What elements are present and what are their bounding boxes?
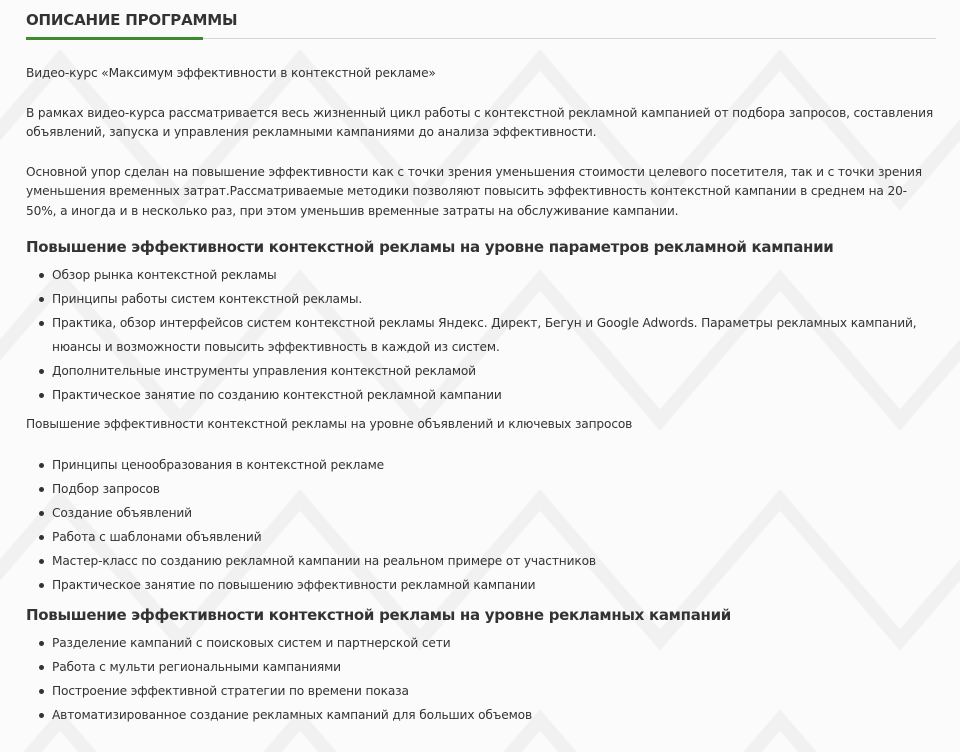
list-item: Построение эффективной стратегии по времени показа — [38, 679, 936, 703]
heading-ad-campaigns: Повышение эффективности контекстной рекламы на уровне рекламных кампаний — [26, 605, 732, 624]
list-item: Принципы работы систем контекстной рекламы. — [38, 287, 936, 311]
list-ads-keywords — [26, 453, 936, 597]
list-item: Автоматизированное создание рекламных кампаний для больших объемов — [38, 703, 936, 727]
course-intro: Видео-курс «Максимум эффективности в контекстной рекламе» — [26, 66, 436, 80]
list-item: Подбор запросов — [38, 477, 936, 501]
subheading-ads-keywords: Повышение эффективности контекстной рекламы на уровне объявлений и ключевых запросов — [26, 417, 633, 431]
paragraph-lifecycle: В рамках видео-курса рассматривается весь жизненный цикл работы с контекстной рекламной кампанией от подбора запросов, составления объявлений, запуска и управления рекламными кампаниями до анализа эффективности. — [26, 105, 934, 139]
list-campaign-parameters — [26, 263, 936, 407]
list-item: Практическое занятие по повышению эффективности рекламной кампании — [38, 573, 936, 597]
heading-campaign-parameters: Повышение эффективности контекстной рекламы на уровне параметров рекламной кампании — [26, 238, 834, 256]
section-header — [26, 0, 936, 40]
list-item: Создание объявлений — [38, 501, 936, 525]
list-item: Дополнительные инструменты управления контекстной рекламой — [38, 359, 936, 383]
list-item: Практика, обзор интерфейсов систем контекстной рекламы Яндекс. Директ, Бегун и Google Adwords. Параметры рекламных кампаний, нюансы и возможности повысить эффективность в каждой из систем. — [38, 311, 936, 359]
list-item: Обзор рынка контекстной рекламы — [38, 263, 936, 287]
list-item: Мастер-класс по созданию рекламной кампании на реальном примере от участников — [38, 549, 936, 573]
list-item: Принципы ценообразования в контекстной рекламе — [38, 453, 936, 477]
list-item: Работа с мульти региональными кампаниями — [38, 655, 936, 679]
list-item: Практическое занятие по созданию контекстной рекламной кампании — [38, 383, 936, 407]
list-item: Разделение кампаний с поисковых систем и партнерской сети — [38, 631, 936, 655]
paragraph-focus: Основной упор сделан на повышение эффективности как с точки зрения уменьшения стоимости целевого посетителя, так и с точки зрения уменьшения временных затрат.Рассматриваемые методики позволяют повысить эффективность контекстной кампании в среднем на 20-50%, а иногда и в несколько раз, при этом уменьшив временные затраты на обслуживание кампании. — [26, 164, 922, 218]
title-accent-bar — [26, 37, 203, 40]
list-item: Работа с шаблонами объявлений — [38, 525, 936, 549]
section-title: ОПИСАНИЕ ПРОГРАММЫ — [26, 11, 238, 29]
list-ad-campaigns — [26, 631, 936, 727]
